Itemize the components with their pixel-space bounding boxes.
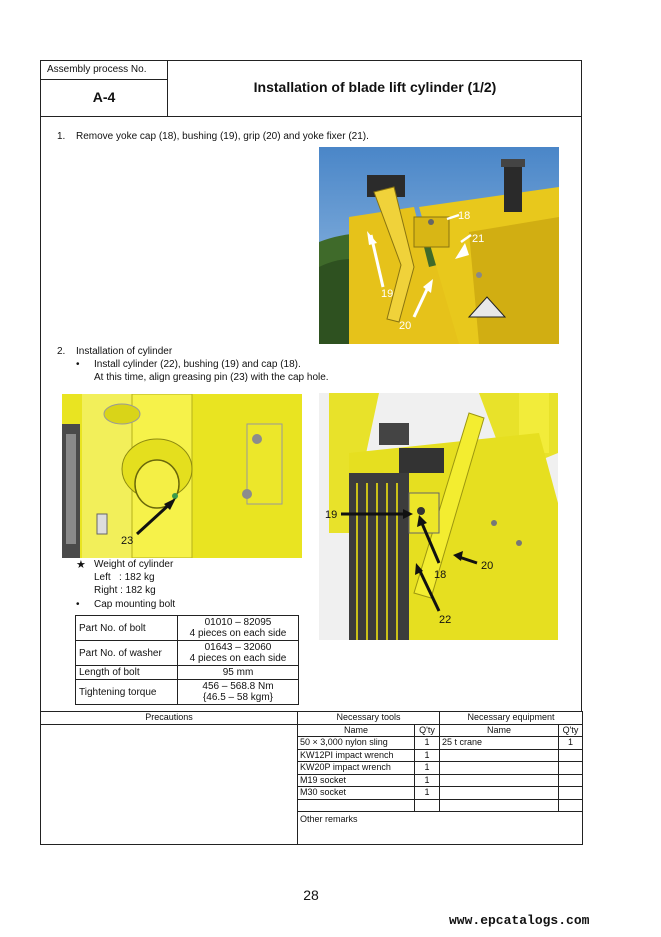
spec-value: 95 mm [178, 666, 299, 680]
spec-label: Part No. of bolt [76, 616, 178, 641]
precautions-header: Precautions [41, 712, 298, 725]
callout-19: 19 [381, 288, 394, 300]
callout-20-right: 20 [481, 560, 494, 572]
equip-name: 25 t crane [440, 737, 559, 750]
watermark: www.epcatalogs.com [449, 913, 590, 928]
weight-left: Left : 182 kg [94, 572, 155, 583]
tool-qty: 1 [415, 774, 440, 787]
weight-heading: Weight of cylinder [94, 559, 174, 570]
equip-name [440, 762, 559, 775]
content-right-border [581, 117, 582, 711]
tool-qty-col: Q'ty [415, 724, 440, 737]
table-header-row [41, 712, 583, 725]
page-number: 28 [303, 887, 319, 903]
table-subheader-row [41, 724, 583, 737]
step2-heading: Installation of cylinder [76, 346, 173, 357]
tool-qty: 1 [415, 737, 440, 750]
step2-bullet: • [76, 359, 80, 370]
tool-name: M30 socket [298, 787, 415, 800]
tool-name: KW12PI impact wrench [298, 749, 415, 762]
equip-name-col: Name [440, 724, 559, 737]
cap-bolt-heading: Cap mounting bolt [94, 599, 176, 610]
photo-greasing-pin-cad [62, 394, 302, 558]
callout-18: 18 [458, 210, 471, 222]
step2-number: 2. [57, 346, 66, 357]
spec-value: 01643 – 32060 4 pieces on each side [178, 641, 299, 666]
star-icon: ★ [76, 559, 86, 571]
spec-value: 01010 – 82095 4 pieces on each side [178, 616, 299, 641]
callout-20: 20 [399, 320, 412, 332]
tool-qty: 1 [415, 787, 440, 800]
equip-name [440, 774, 559, 787]
tools-header: Necessary tools [298, 712, 440, 725]
weight-right: Right : 182 kg [94, 585, 156, 596]
equip-qty [559, 787, 583, 800]
callout-19-right: 19 [325, 509, 338, 521]
other-remarks: Other remarks [298, 812, 583, 845]
step2-line1: Install cylinder (22), bushing (19) and cap (18). [94, 359, 301, 370]
equip-qty-col: Q'ty [559, 724, 583, 737]
tool-qty: 1 [415, 749, 440, 762]
spec-label: Length of bolt [76, 666, 178, 680]
tool-qty [415, 799, 440, 812]
tools-table [40, 711, 583, 845]
tool-name [298, 799, 415, 812]
spec-label: Part No. of washer [76, 641, 178, 666]
spec-value: 456 – 568.8 Nm {46.5 – 58 kgm} [178, 680, 299, 705]
page-title: Installation of blade lift cylinder (1/2) [253, 79, 497, 95]
callout-21: 21 [472, 233, 485, 245]
equip-qty: 1 [559, 737, 583, 750]
equip-name [440, 799, 559, 812]
callout-23: 23 [121, 535, 134, 547]
precautions-cell [41, 724, 298, 845]
content-left-border [40, 117, 41, 711]
photo-cylinder-installed [319, 393, 558, 640]
header-divider-horizontal [40, 79, 168, 80]
callout-22-right: 22 [439, 614, 452, 626]
table-row [76, 666, 299, 680]
equip-qty [559, 762, 583, 775]
tool-name: M19 socket [298, 774, 415, 787]
assembly-process-number: A-4 [92, 89, 116, 105]
step2-line2: At this time, align greasing pin (23) with the cap hole. [94, 372, 329, 383]
step1-number: 1. [57, 131, 66, 142]
equip-qty [559, 799, 583, 812]
assembly-process-label: Assembly process No. [47, 64, 147, 75]
step1-text: Remove yoke cap (18), bushing (19), grip (20) and yoke fixer (21). [76, 131, 369, 142]
table-row [76, 641, 299, 666]
tool-name: KW20P impact wrench [298, 762, 415, 775]
tool-name-col: Name [298, 724, 415, 737]
spec-label: Tightening torque [76, 680, 178, 705]
tool-name: 50 × 3,000 nylon sling [298, 737, 415, 750]
callout-18-right: 18 [434, 569, 447, 581]
photo-yoke-cap-removal [319, 147, 559, 344]
tool-qty: 1 [415, 762, 440, 775]
equip-qty [559, 749, 583, 762]
equip-name [440, 787, 559, 800]
equip-name [440, 749, 559, 762]
cap-bolt-bullet: • [76, 599, 80, 610]
equip-qty [559, 774, 583, 787]
table-row [76, 680, 299, 705]
table-row [76, 616, 299, 641]
equipment-header: Necessary equipment [440, 712, 583, 725]
bolt-spec-table [75, 615, 299, 705]
